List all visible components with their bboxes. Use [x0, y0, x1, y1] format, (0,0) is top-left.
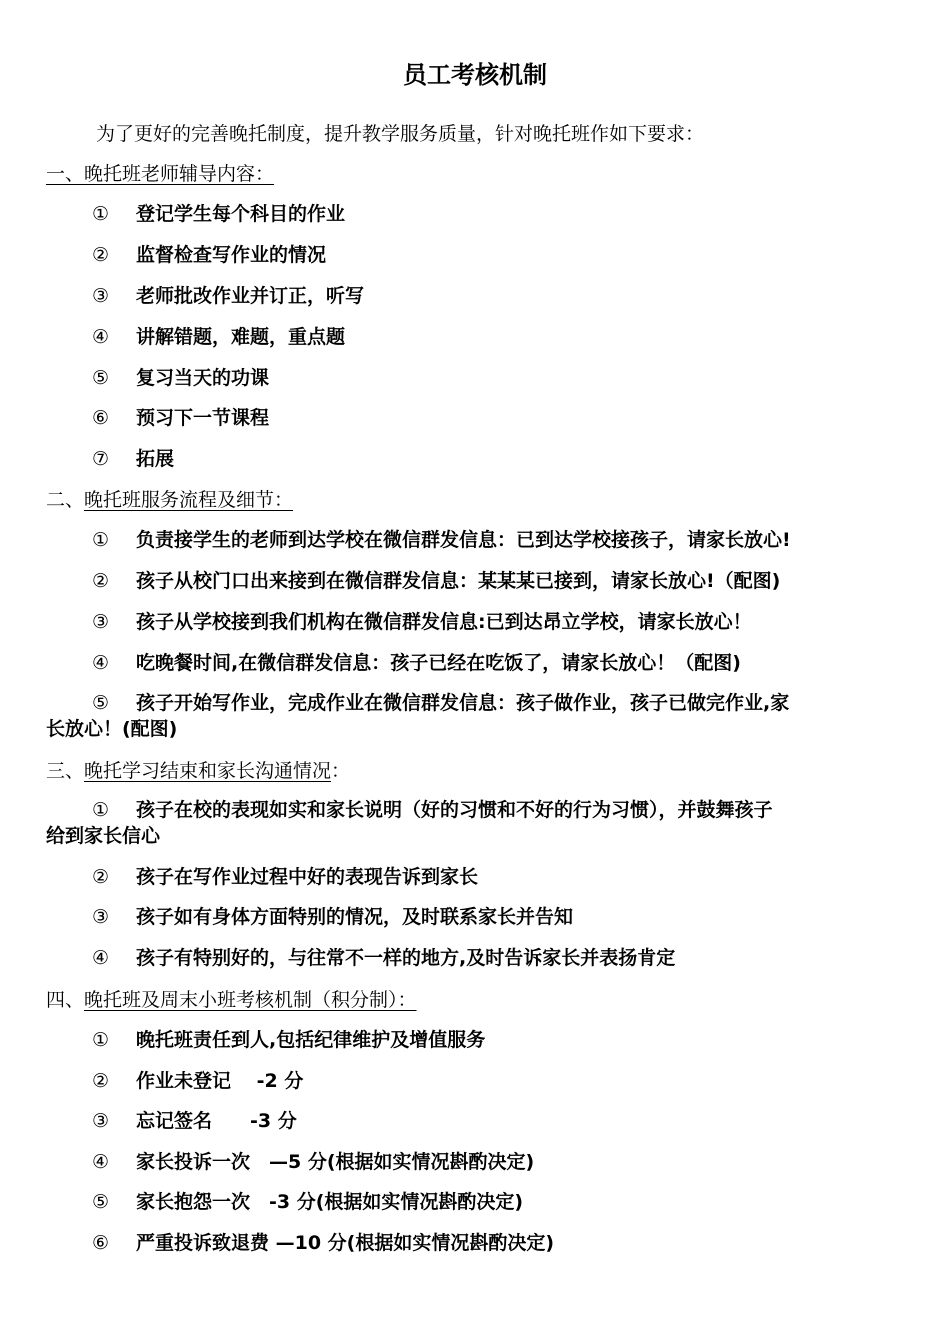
- section-2-heading: [46, 486, 293, 514]
- item-text: 讲解错题，难题，重点题: [136, 326, 346, 348]
- item-text: 晚托班责任到人,包括纪律维护及增值服务: [136, 1029, 486, 1051]
- item-text: 孩子在校的表现如实和家长说明（好的习惯和不好的行为习惯），并鼓舞孩子: [136, 799, 773, 821]
- item-text: 孩子有特别好的，与往常不一样的地方,及时告诉家长并表扬肯定: [136, 947, 676, 969]
- list-item: [46, 446, 906, 472]
- item-number: ④: [92, 326, 110, 348]
- list-item: [46, 1230, 906, 1256]
- section-3-heading: [46, 757, 350, 785]
- list-item: [46, 1149, 906, 1175]
- list-item: [46, 650, 906, 676]
- item-text: 孩子开始写作业，完成作业在微信群发信息：孩子做作业，孩子已做完作业,家: [136, 692, 790, 714]
- item-number: ③: [92, 611, 110, 633]
- item-text: 老师批改作业并订正，听写: [136, 285, 365, 307]
- item-text: 孩子从学校接到我们机构在微信群发信息:已到达昂立学校，请家长放心！: [136, 611, 752, 633]
- list-item: [46, 324, 906, 350]
- item-text: 家长投诉一次 —5 分(根据如实情况斟酌决定): [136, 1151, 535, 1173]
- item-text: 孩子如有身体方面特别的情况，及时联系家长并告知: [136, 906, 574, 928]
- intro-paragraph: 为了更好的完善晚托制度，提升教学服务质量，针对晚托班作如下要求：: [96, 123, 705, 145]
- item-number: ②: [92, 866, 110, 888]
- item-text: 严重投诉致退费 —10 分(根据如实情况斟酌决定): [136, 1232, 555, 1254]
- item-number: ④: [92, 652, 110, 674]
- item-number: ①: [92, 529, 110, 551]
- section-2-heading-prefix: 二、: [46, 489, 85, 511]
- item-number: ④: [92, 1151, 110, 1173]
- item-number: ②: [92, 244, 110, 266]
- item-text: 复习当天的功课: [136, 367, 270, 389]
- item-text: 吃晚餐时间,在微信群发信息：孩子已经在吃饭了，请家长放心！（配图): [136, 652, 741, 674]
- item-number: ⑤: [92, 1191, 110, 1213]
- item-text-continuation: 给到家长信心: [46, 825, 161, 847]
- list-item: [46, 609, 906, 635]
- list-item: [46, 201, 906, 227]
- list-item: [46, 1189, 906, 1215]
- section-1-heading-text: 一、晚托班老师辅导内容：: [46, 163, 275, 185]
- item-text: 家长抱怨一次 -3 分(根据如实情况斟酌决定): [136, 1191, 524, 1213]
- list-item: [46, 283, 906, 309]
- list-item: [46, 527, 906, 553]
- section-3-heading-suffix: ：: [331, 760, 351, 782]
- list-item: [46, 365, 906, 391]
- item-number: ③: [92, 285, 110, 307]
- section-4-heading-prefix: 四、: [46, 989, 85, 1011]
- item-text: 忘记签名 -3 分: [136, 1110, 297, 1132]
- section-3-heading-text: 晚托学习结束和家长沟通情况: [84, 760, 332, 782]
- list-item: [46, 1027, 906, 1053]
- list-item: [46, 1108, 906, 1134]
- item-text: 作业未登记 -2 分: [136, 1070, 304, 1092]
- item-number: ②: [92, 1070, 110, 1092]
- item-number: ①: [92, 203, 110, 225]
- item-text: 负责接学生的老师到达学校在微信群发信息：已到达学校接孩子，请家长放心!: [136, 529, 791, 551]
- document-title: 员工考核机制: [403, 61, 547, 89]
- list-item: [46, 568, 906, 594]
- list-item: [46, 1068, 906, 1094]
- item-number: ⑥: [92, 407, 110, 429]
- list-item: [46, 242, 906, 268]
- section-4-heading: [46, 986, 417, 1014]
- section-3-heading-prefix: 三、: [46, 760, 85, 782]
- section-2-heading-text: 晚托班服务流程及细节：: [84, 489, 294, 511]
- item-number: ②: [92, 570, 110, 592]
- list-item: [46, 945, 906, 971]
- item-text: 孩子从校门口出来接到在微信群发信息：某某某已接到，请家长放心!（配图): [136, 570, 781, 592]
- item-number: ⑥: [92, 1232, 110, 1254]
- item-number: ①: [92, 799, 110, 821]
- item-text: 预习下一节课程: [136, 407, 270, 429]
- item-number: ①: [92, 1029, 110, 1051]
- section-1-heading: [46, 160, 274, 188]
- item-number: ④: [92, 947, 110, 969]
- list-item: [46, 904, 906, 930]
- item-number: ③: [92, 906, 110, 928]
- section-4-heading-text: 晚托班及周末小班考核机制（积分制）：: [84, 989, 417, 1011]
- item-number: ⑤: [92, 367, 110, 389]
- item-number: ③: [92, 1110, 110, 1132]
- list-item: [46, 864, 906, 890]
- item-text: 孩子在写作业过程中好的表现告诉到家长: [136, 866, 479, 888]
- item-number: ⑦: [92, 448, 110, 470]
- item-text: 拓展: [136, 448, 175, 470]
- list-item: [46, 405, 906, 431]
- item-number: ⑤: [92, 692, 110, 714]
- list-item: [46, 797, 906, 849]
- item-text-continuation: 长放心！(配图): [46, 718, 178, 740]
- item-text: 监督检查写作业的情况: [136, 244, 327, 266]
- item-text: 登记学生每个科目的作业: [136, 203, 346, 225]
- list-item: [46, 690, 906, 742]
